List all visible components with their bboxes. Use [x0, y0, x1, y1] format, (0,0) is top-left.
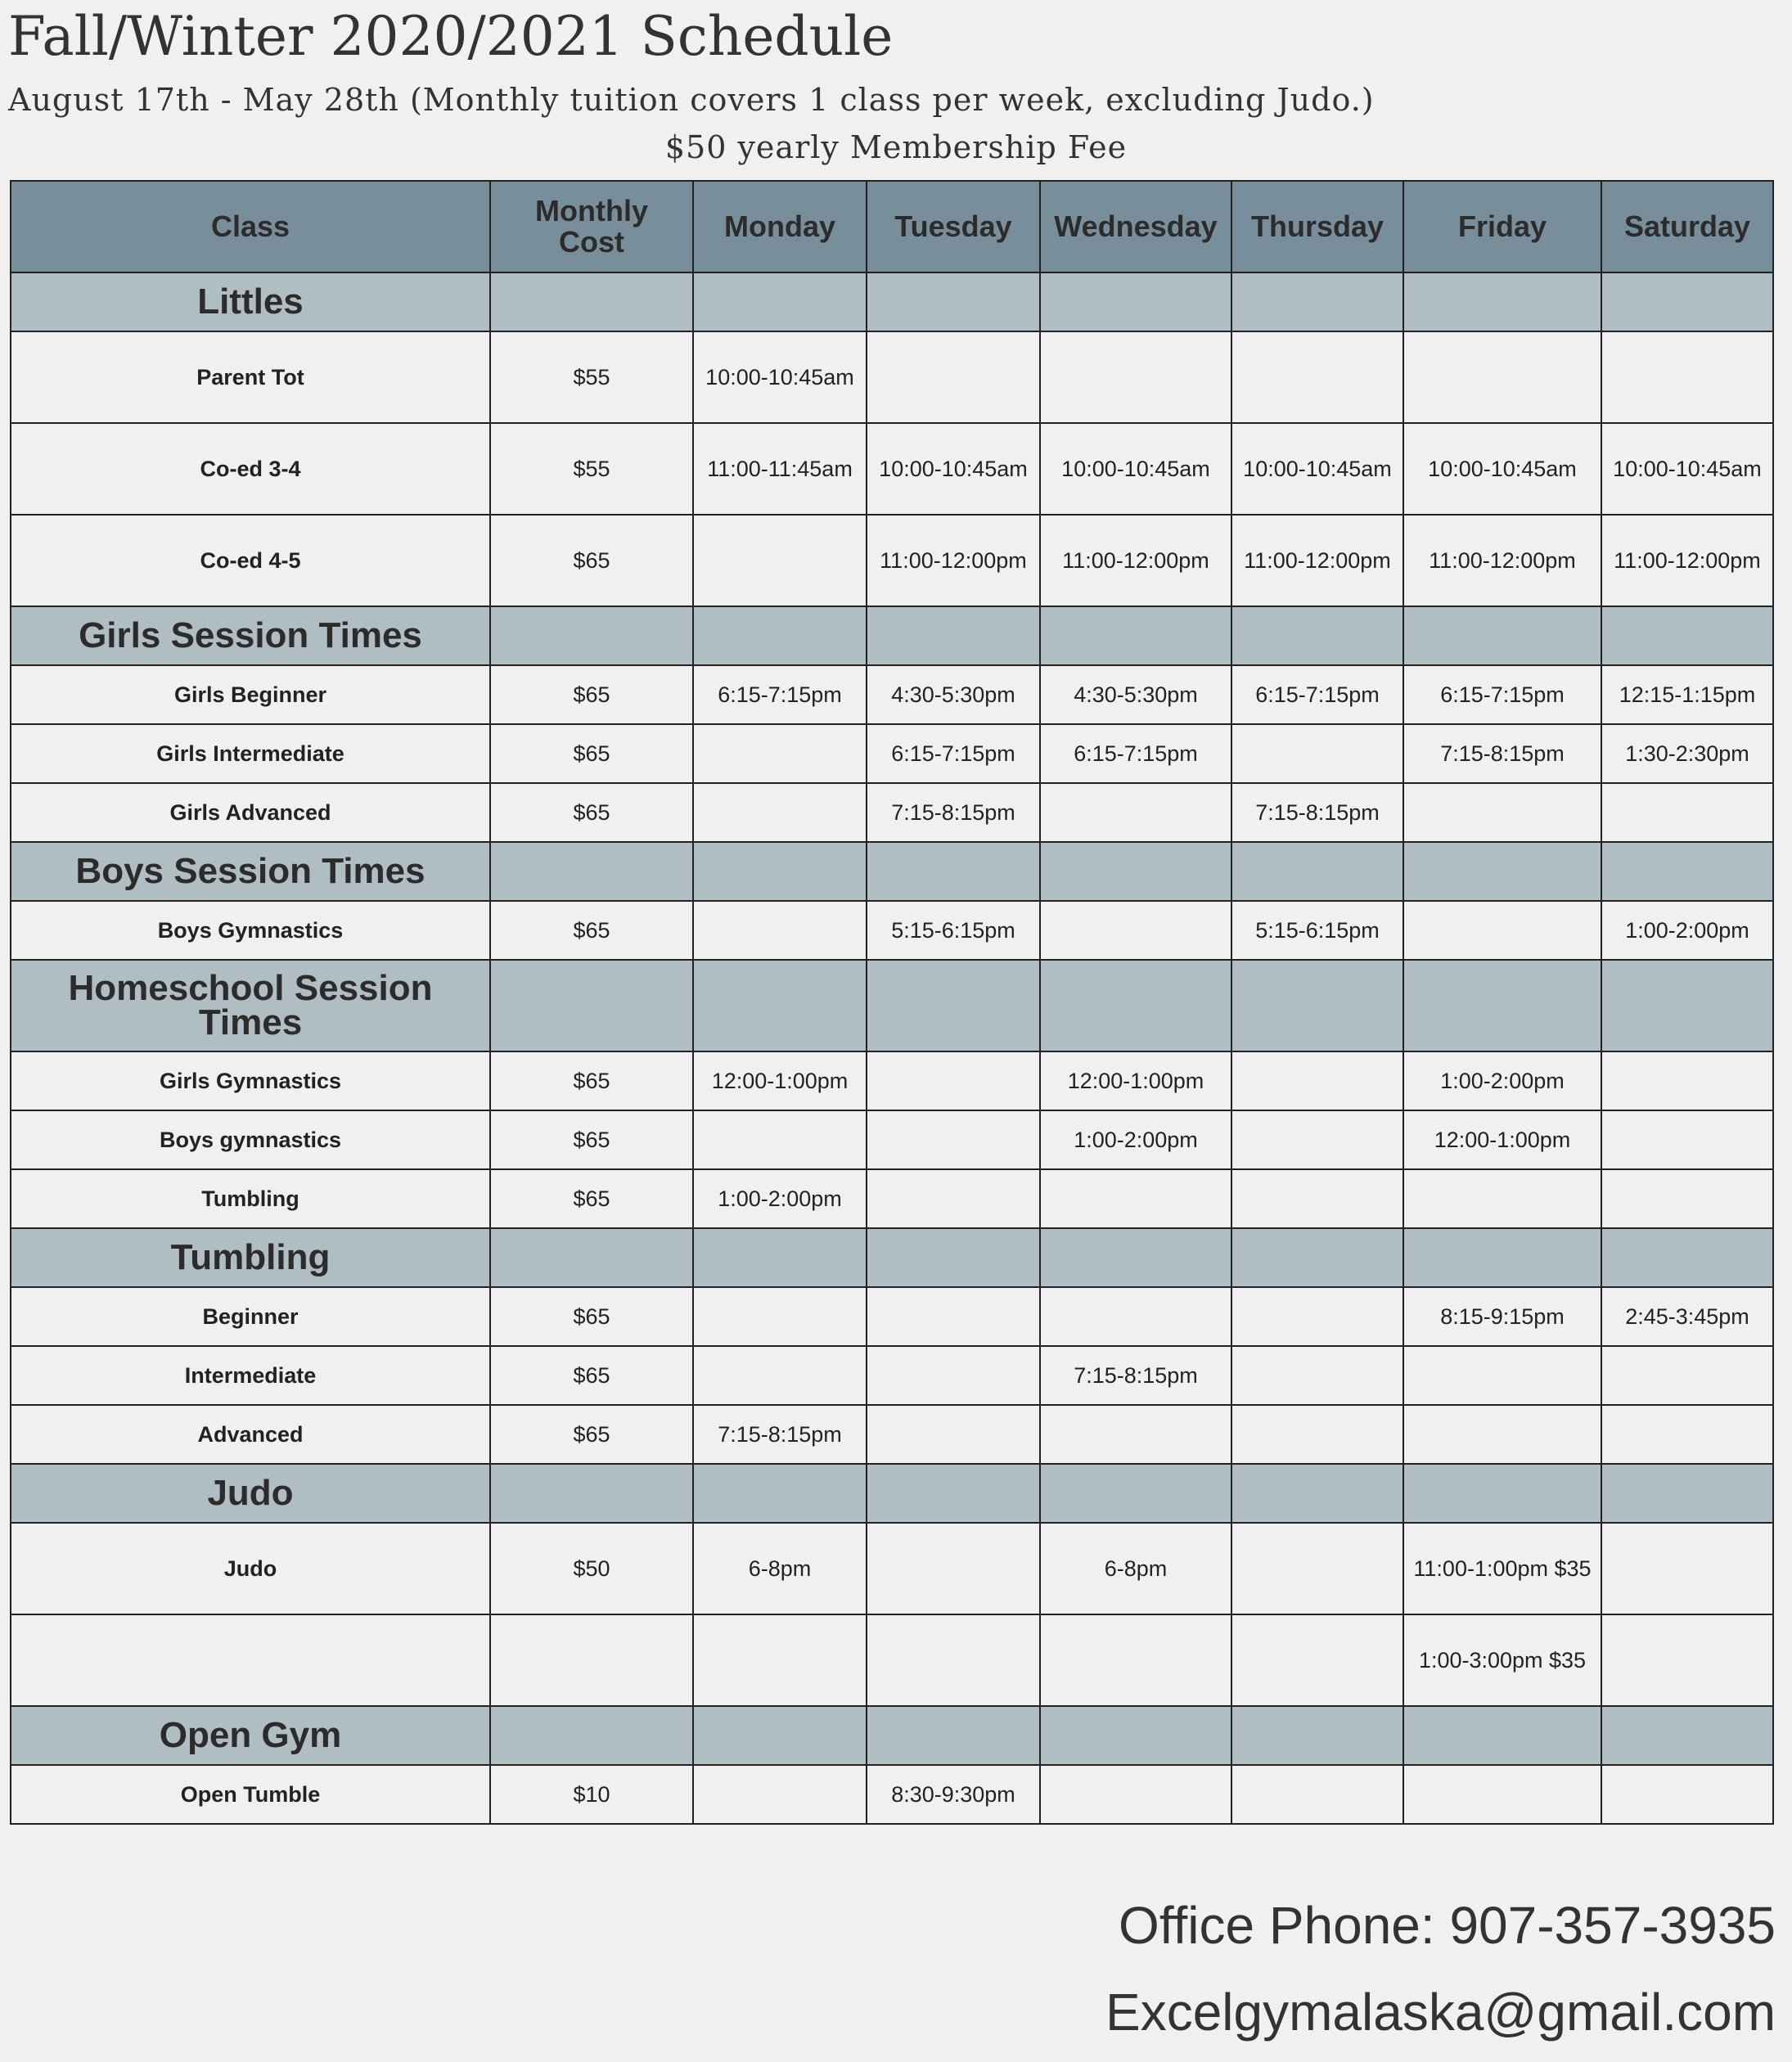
time-cell-friday [1403, 1765, 1601, 1824]
section-filler-cell [490, 1464, 693, 1523]
section-title: Girls Session Times [11, 606, 490, 665]
time-cell-monday [693, 1765, 867, 1824]
monthly-cost-cell: $65 [490, 783, 693, 842]
time-cell-friday [1403, 783, 1601, 842]
section-filler-cell [1403, 1706, 1601, 1765]
time-cell-tuesday: 8:30-9:30pm [867, 1765, 1040, 1824]
time-cell-monday [693, 1110, 867, 1169]
section-filler-cell [867, 960, 1040, 1051]
header-saturday: Saturday [1601, 181, 1773, 272]
time-cell-friday [1403, 1405, 1601, 1464]
table-row [11, 1169, 1773, 1228]
section-header-row [11, 842, 1773, 901]
class-name-cell: Girls Beginner [11, 665, 490, 724]
time-cell-wednesday [1040, 1169, 1231, 1228]
time-cell-monday [693, 515, 867, 606]
time-cell-wednesday: 10:00-10:45am [1040, 423, 1231, 515]
monthly-cost-cell: $55 [490, 331, 693, 423]
time-cell-wednesday: 7:15-8:15pm [1040, 1346, 1231, 1405]
time-cell-friday: 1:00-2:00pm [1403, 1051, 1601, 1110]
section-filler-cell [867, 842, 1040, 901]
table-row [11, 1287, 1773, 1346]
class-name-cell: Co-ed 3-4 [11, 423, 490, 515]
monthly-cost-cell: $65 [490, 1110, 693, 1169]
table-row [11, 1110, 1773, 1169]
class-name-cell: Beginner [11, 1287, 490, 1346]
section-filler-cell [1403, 1464, 1601, 1523]
time-cell-saturday: 12:15-1:15pm [1601, 665, 1773, 724]
time-cell-saturday [1601, 783, 1773, 842]
table-row [11, 1614, 1773, 1706]
class-name-cell: Open Tumble [11, 1765, 490, 1824]
header-tuesday: Tuesday [867, 181, 1040, 272]
monthly-cost-cell: $65 [490, 901, 693, 960]
time-cell-monday [693, 724, 867, 783]
time-cell-monday [693, 901, 867, 960]
table-row [11, 665, 1773, 724]
time-cell-saturday [1601, 331, 1773, 423]
section-filler-cell [1040, 1464, 1231, 1523]
page-title: Fall/Winter 2020/2021 Schedule [8, 5, 894, 68]
time-cell-friday [1403, 1346, 1601, 1405]
header-thursday: Thursday [1231, 181, 1403, 272]
table-row [11, 1523, 1773, 1614]
time-cell-saturday: 10:00-10:45am [1601, 423, 1773, 515]
section-filler-cell [1231, 960, 1403, 1051]
membership-fee: $50 yearly Membership Fee [664, 129, 1128, 165]
time-cell-friday [1403, 331, 1601, 423]
section-filler-cell [867, 1228, 1040, 1287]
section-filler-cell [1040, 272, 1231, 331]
monthly-cost-cell: $65 [490, 724, 693, 783]
section-filler-cell [1403, 842, 1601, 901]
time-cell-thursday [1231, 1614, 1403, 1706]
section-filler-cell [1040, 606, 1231, 665]
class-name-cell: Advanced [11, 1405, 490, 1464]
time-cell-thursday: 11:00-12:00pm [1231, 515, 1403, 606]
time-cell-thursday [1231, 1523, 1403, 1614]
time-cell-tuesday: 11:00-12:00pm [867, 515, 1040, 606]
time-cell-tuesday: 7:15-8:15pm [867, 783, 1040, 842]
time-cell-wednesday: 11:00-12:00pm [1040, 515, 1231, 606]
class-name-cell: Intermediate [11, 1346, 490, 1405]
section-filler-cell [867, 1706, 1040, 1765]
section-filler-cell [1403, 606, 1601, 665]
section-filler-cell [693, 1706, 867, 1765]
time-cell-tuesday [867, 1169, 1040, 1228]
section-filler-cell [1231, 1228, 1403, 1287]
time-cell-wednesday [1040, 1765, 1231, 1824]
section-title: Homeschool Session Times [11, 960, 490, 1051]
monthly-cost-cell: $55 [490, 423, 693, 515]
table-row [11, 423, 1773, 515]
monthly-cost-cell: $65 [490, 1346, 693, 1405]
section-title: Judo [11, 1464, 490, 1523]
time-cell-monday [693, 1287, 867, 1346]
time-cell-saturday [1601, 1405, 1773, 1464]
time-cell-monday: 1:00-2:00pm [693, 1169, 867, 1228]
time-cell-thursday [1231, 1051, 1403, 1110]
time-cell-saturday: 2:45-3:45pm [1601, 1287, 1773, 1346]
section-title: Tumbling [11, 1228, 490, 1287]
section-filler-cell [1403, 1228, 1601, 1287]
time-cell-saturday [1601, 1765, 1773, 1824]
monthly-cost-cell: $65 [490, 1169, 693, 1228]
time-cell-tuesday [867, 1405, 1040, 1464]
time-cell-wednesday [1040, 1287, 1231, 1346]
time-cell-monday: 6:15-7:15pm [693, 665, 867, 724]
time-cell-tuesday [867, 1287, 1040, 1346]
class-name-cell [11, 1614, 490, 1706]
table-row [11, 331, 1773, 423]
time-cell-thursday [1231, 1346, 1403, 1405]
table-row [11, 1051, 1773, 1110]
time-cell-monday: 7:15-8:15pm [693, 1405, 867, 1464]
time-cell-monday [693, 1346, 867, 1405]
time-cell-saturday [1601, 1346, 1773, 1405]
time-cell-wednesday: 12:00-1:00pm [1040, 1051, 1231, 1110]
header-monthly-cost: Monthly Cost [490, 181, 693, 272]
time-cell-saturday: 11:00-12:00pm [1601, 515, 1773, 606]
time-cell-wednesday [1040, 783, 1231, 842]
section-filler-cell [1231, 1706, 1403, 1765]
monthly-cost-cell: $65 [490, 1051, 693, 1110]
header-monday: Monday [693, 181, 867, 272]
time-cell-friday: 12:00-1:00pm [1403, 1110, 1601, 1169]
office-phone: Office Phone: 907-357-3935 [1119, 1896, 1776, 1955]
time-cell-saturday [1601, 1614, 1773, 1706]
section-filler-cell [1040, 1228, 1231, 1287]
office-email: Excelgymalaska@gmail.com [1105, 1983, 1776, 2042]
table-row [11, 1765, 1773, 1824]
monthly-cost-cell: $65 [490, 515, 693, 606]
time-cell-friday: 8:15-9:15pm [1403, 1287, 1601, 1346]
class-name-cell: Girls Intermediate [11, 724, 490, 783]
time-cell-tuesday [867, 1523, 1040, 1614]
table-row [11, 1346, 1773, 1405]
section-filler-cell [1601, 960, 1773, 1051]
monthly-cost-cell: $65 [490, 665, 693, 724]
section-header-row [11, 1706, 1773, 1765]
schedule-subtitle: August 17th - May 28th (Monthly tuition covers 1 class per week, excluding Judo.) [8, 82, 1375, 118]
time-cell-wednesday [1040, 331, 1231, 423]
time-cell-thursday [1231, 1765, 1403, 1824]
time-cell-friday: 10:00-10:45am [1403, 423, 1601, 515]
monthly-cost-cell: $10 [490, 1765, 693, 1824]
section-filler-cell [490, 960, 693, 1051]
time-cell-tuesday [867, 1614, 1040, 1706]
time-cell-monday: 11:00-11:45am [693, 423, 867, 515]
section-filler-cell [1601, 842, 1773, 901]
section-filler-cell [693, 1464, 867, 1523]
time-cell-tuesday: 5:15-6:15pm [867, 901, 1040, 960]
section-filler-cell [1231, 1464, 1403, 1523]
time-cell-thursday: 7:15-8:15pm [1231, 783, 1403, 842]
time-cell-friday: 11:00-1:00pm $35 [1403, 1523, 1601, 1614]
table-row [11, 724, 1773, 783]
table-row [11, 1405, 1773, 1464]
section-filler-cell [490, 842, 693, 901]
section-filler-cell [490, 1706, 693, 1765]
monthly-cost-cell: $65 [490, 1287, 693, 1346]
class-name-cell: Parent Tot [11, 331, 490, 423]
section-title: Open Gym [11, 1706, 490, 1765]
time-cell-tuesday [867, 1110, 1040, 1169]
time-cell-tuesday [867, 331, 1040, 423]
section-title: Littles [11, 272, 490, 331]
section-header-row [11, 960, 1773, 1051]
table-row [11, 783, 1773, 842]
section-filler-cell [867, 606, 1040, 665]
section-filler-cell [693, 960, 867, 1051]
time-cell-wednesday [1040, 901, 1231, 960]
time-cell-monday: 6-8pm [693, 1523, 867, 1614]
table-row [11, 901, 1773, 960]
header-row [11, 181, 1773, 272]
time-cell-thursday: 6:15-7:15pm [1231, 665, 1403, 724]
time-cell-tuesday [867, 1346, 1040, 1405]
time-cell-monday [693, 783, 867, 842]
time-cell-thursday: 5:15-6:15pm [1231, 901, 1403, 960]
class-name-cell: Judo [11, 1523, 490, 1614]
time-cell-friday: 1:00-3:00pm $35 [1403, 1614, 1601, 1706]
section-header-row [11, 606, 1773, 665]
section-filler-cell [1040, 842, 1231, 901]
time-cell-thursday: 10:00-10:45am [1231, 423, 1403, 515]
section-filler-cell [1601, 1464, 1773, 1523]
section-filler-cell [693, 272, 867, 331]
time-cell-saturday [1601, 1523, 1773, 1614]
section-filler-cell [867, 1464, 1040, 1523]
time-cell-monday [693, 1614, 867, 1706]
section-filler-cell [1231, 606, 1403, 665]
section-filler-cell [693, 842, 867, 901]
time-cell-wednesday: 4:30-5:30pm [1040, 665, 1231, 724]
section-filler-cell [1231, 272, 1403, 331]
time-cell-friday: 7:15-8:15pm [1403, 724, 1601, 783]
section-title: Boys Session Times [11, 842, 490, 901]
header-wednesday: Wednesday [1040, 181, 1231, 272]
section-filler-cell [1601, 606, 1773, 665]
time-cell-wednesday [1040, 1405, 1231, 1464]
time-cell-thursday [1231, 1287, 1403, 1346]
time-cell-thursday [1231, 331, 1403, 423]
time-cell-friday [1403, 901, 1601, 960]
time-cell-tuesday [867, 1051, 1040, 1110]
time-cell-saturday [1601, 1169, 1773, 1228]
time-cell-wednesday [1040, 1614, 1231, 1706]
time-cell-wednesday: 6-8pm [1040, 1523, 1231, 1614]
section-filler-cell [490, 1228, 693, 1287]
class-name-cell: Girls Gymnastics [11, 1051, 490, 1110]
time-cell-saturday [1601, 1051, 1773, 1110]
time-cell-thursday [1231, 1110, 1403, 1169]
section-filler-cell [1040, 960, 1231, 1051]
section-filler-cell [867, 272, 1040, 331]
section-filler-cell [1403, 960, 1601, 1051]
time-cell-saturday [1601, 1110, 1773, 1169]
class-name-cell: Tumbling [11, 1169, 490, 1228]
time-cell-saturday: 1:30-2:30pm [1601, 724, 1773, 783]
monthly-cost-cell: $50 [490, 1523, 693, 1614]
section-filler-cell [1601, 272, 1773, 331]
monthly-cost-cell [490, 1614, 693, 1706]
time-cell-tuesday: 4:30-5:30pm [867, 665, 1040, 724]
time-cell-wednesday: 6:15-7:15pm [1040, 724, 1231, 783]
section-filler-cell [490, 272, 693, 331]
section-filler-cell [693, 606, 867, 665]
section-header-row [11, 1228, 1773, 1287]
time-cell-friday: 11:00-12:00pm [1403, 515, 1601, 606]
section-filler-cell [1403, 272, 1601, 331]
section-filler-cell [1601, 1228, 1773, 1287]
section-filler-cell [490, 606, 693, 665]
section-filler-cell [1040, 1706, 1231, 1765]
time-cell-monday: 12:00-1:00pm [693, 1051, 867, 1110]
time-cell-tuesday: 10:00-10:45am [867, 423, 1040, 515]
time-cell-thursday [1231, 1169, 1403, 1228]
table-row [11, 515, 1773, 606]
time-cell-friday: 6:15-7:15pm [1403, 665, 1601, 724]
class-name-cell: Boys gymnastics [11, 1110, 490, 1169]
monthly-cost-cell: $65 [490, 1405, 693, 1464]
time-cell-wednesday: 1:00-2:00pm [1040, 1110, 1231, 1169]
time-cell-saturday: 1:00-2:00pm [1601, 901, 1773, 960]
section-filler-cell [693, 1228, 867, 1287]
section-header-row [11, 272, 1773, 331]
schedule-table [10, 180, 1774, 1825]
section-filler-cell [1601, 1706, 1773, 1765]
header-friday: Friday [1403, 181, 1601, 272]
class-name-cell: Girls Advanced [11, 783, 490, 842]
section-filler-cell [1231, 842, 1403, 901]
time-cell-monday: 10:00-10:45am [693, 331, 867, 423]
class-name-cell: Boys Gymnastics [11, 901, 490, 960]
time-cell-thursday [1231, 724, 1403, 783]
time-cell-tuesday: 6:15-7:15pm [867, 724, 1040, 783]
time-cell-thursday [1231, 1405, 1403, 1464]
time-cell-friday [1403, 1169, 1601, 1228]
header-class: Class [11, 181, 490, 272]
section-header-row [11, 1464, 1773, 1523]
class-name-cell: Co-ed 4-5 [11, 515, 490, 606]
